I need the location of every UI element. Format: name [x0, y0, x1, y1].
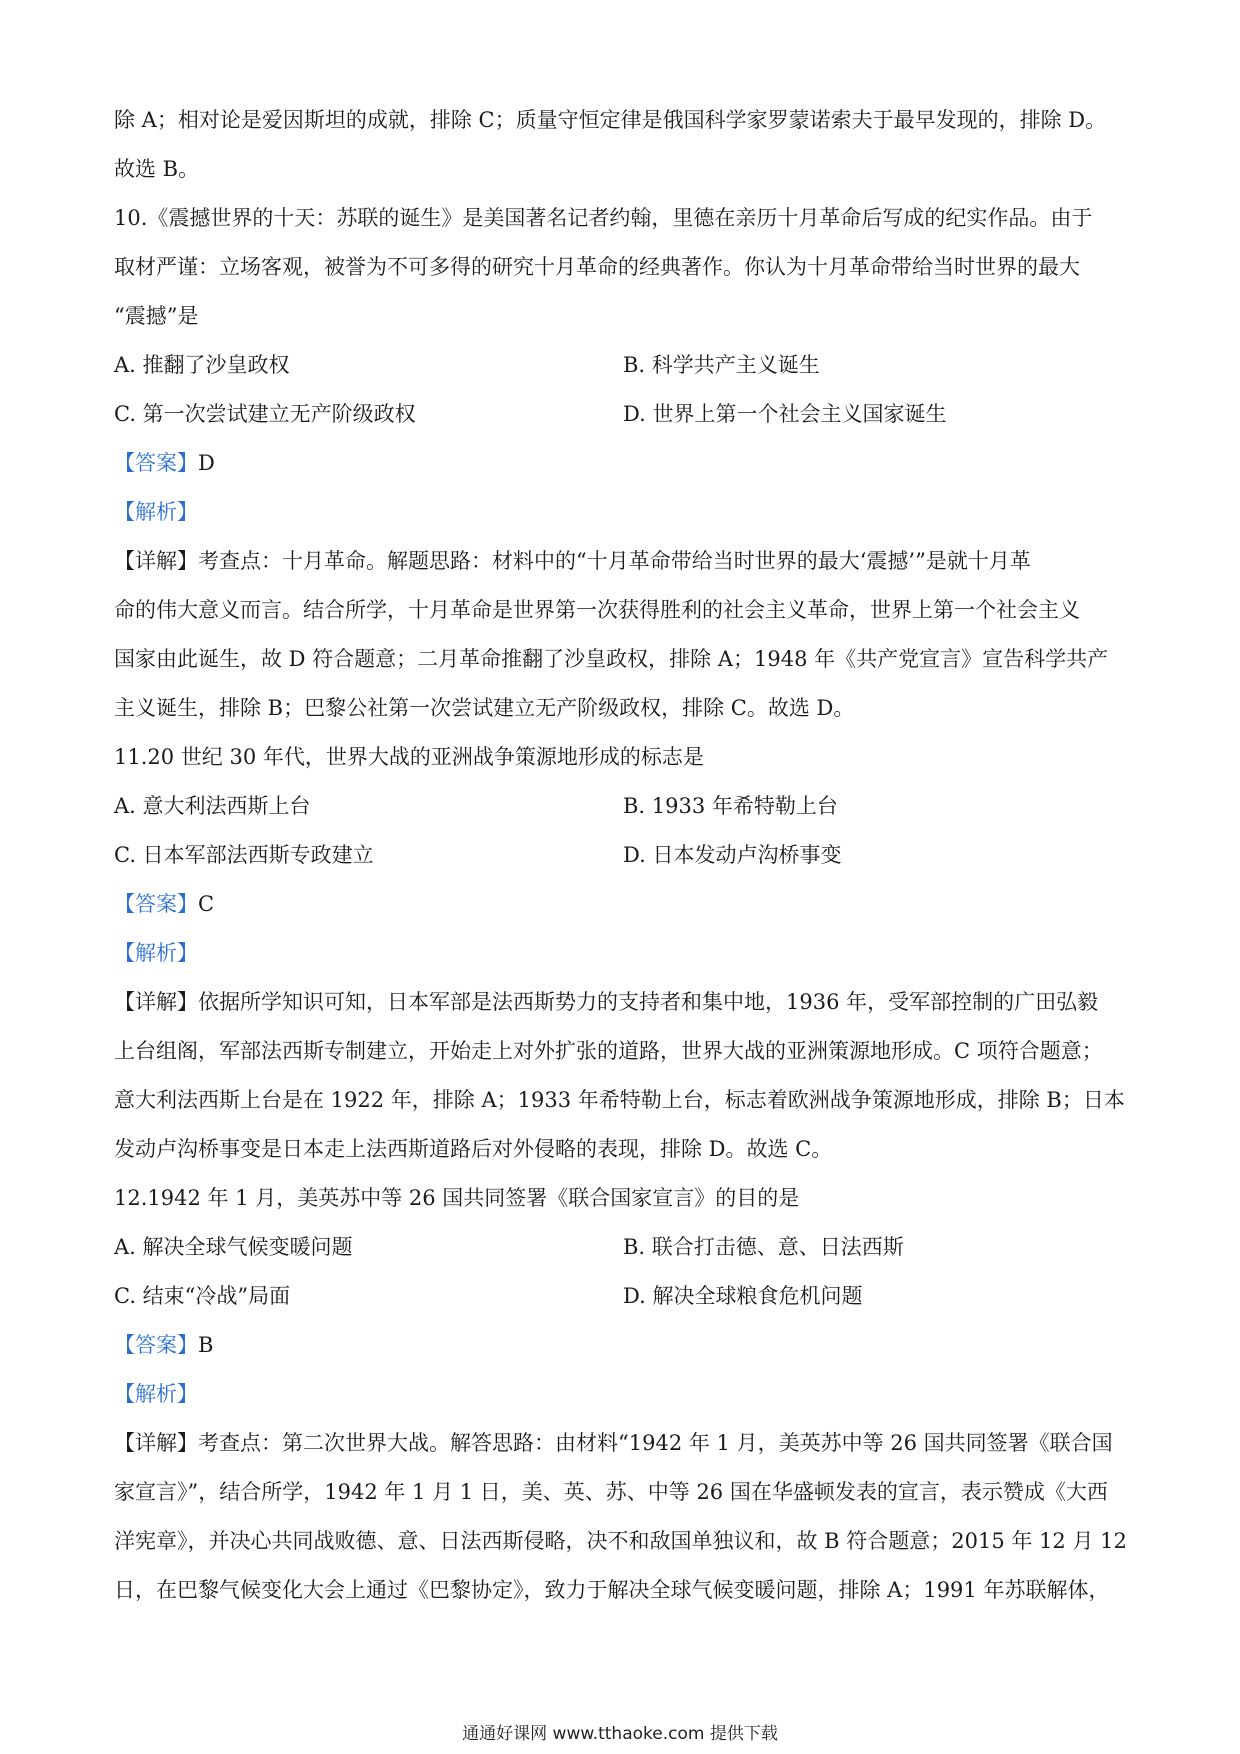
prev-answer-tail-line-2: 故选 B。: [114, 157, 200, 181]
answer-value: B: [198, 1333, 214, 1357]
q11-detail-line-2: 上台组阁，军部法西斯专制建立，开始走上对外扩张的道路，世界大战的亚洲策源地形成。C 项符合题意；: [114, 1039, 1103, 1063]
answer-value: C: [198, 892, 215, 916]
analysis-tag: 【解析】: [114, 1382, 198, 1406]
q10-detail-line-3: 国家由此诞生，故 D 符合题意；二月革命推翻了沙皇政权，排除 A；1948 年《共产党宣言》宣告科学共产: [114, 647, 1109, 671]
detail-text: 考查点：第二次世界大战。解答思路：由材料“1942 年 1 月，美英苏中等 26 国共同签署《联合国: [198, 1431, 1113, 1455]
q12-options-row-2: [114, 1272, 1140, 1321]
q12-analysis: [114, 1370, 1140, 1419]
answer-tag: 【答案】: [114, 892, 198, 916]
q11-options-row-1: [114, 782, 1140, 831]
q12-option-c: C. 结束“冷战”局面: [114, 1284, 291, 1308]
q10-option-d: D. 世界上第一个社会主义国家诞生: [623, 402, 947, 426]
q10-detail-line-2: 命的伟大意义而言。结合所学，十月革命是世界第一次获得胜利的社会主义革命，世界上第一个社会主义: [114, 598, 1080, 622]
q10-option-a: A. 推翻了沙皇政权: [114, 353, 290, 377]
q10-option-b: B. 科学共产主义诞生: [623, 353, 820, 377]
q10-stem-line-1: 10.《震撼世界的十天：苏联的诞生》是美国著名记者约翰，里德在亲历十月革命后写成的纪实作品。由于: [114, 206, 1093, 230]
q12-detail-line-2: 家宣言》”，结合所学，1942 年 1 月 1 日，美、英、苏、中等 26 国在华盛顿发表的宣言，表示赞成《大西: [114, 1480, 1108, 1504]
q10-detail-line-4: 主义诞生，排除 B；巴黎公社第一次尝试建立无产阶级政权，排除 C。故选 D。: [114, 696, 855, 720]
q10-answer: [114, 439, 1140, 488]
q10-options-row-2: [114, 390, 1140, 439]
q11-detail-line-3: 意大利法西斯上台是在 1922 年，排除 A；1933 年希特勒上台，标志着欧洲战争策源地形成，排除 B；日本: [114, 1088, 1125, 1112]
q11-analysis: [114, 929, 1140, 978]
q12-detail-line-4: 日，在巴黎气候变化大会上通过《巴黎协定》，致力于解决全球气候变暖问题，排除 A；1991 年苏联解体，: [114, 1578, 1110, 1602]
q11-option-d: D. 日本发动卢沟桥事变: [623, 843, 842, 867]
q10-stem-line-2: 取材严谨：立场客观，被誉为不可多得的研究十月革命的经典著作。你认为十月革命带给当时世界的最大: [114, 255, 1080, 279]
q11-options-row-2: [114, 831, 1140, 880]
q10-detail-line-1: [114, 537, 1140, 586]
analysis-tag: 【解析】: [114, 941, 198, 965]
q11-stem-line-1: 11.20 世纪 30 年代，世界大战的亚洲战争策源地形成的标志是: [114, 745, 704, 769]
detail-tag: 【详解】: [114, 1431, 198, 1455]
q12-detail-line-1: [114, 1419, 1140, 1468]
q12-option-a: A. 解决全球气候变暖问题: [114, 1235, 353, 1259]
prev-answer-tail-line-1: 除 A；相对论是爱因斯坦的成就，排除 C；质量守恒定律是俄国科学家罗蒙诺索夫于最早发现的，排除 D。: [114, 108, 1107, 132]
answer-tag: 【答案】: [114, 451, 198, 475]
q10-option-c: C. 第一次尝试建立无产阶级政权: [114, 402, 416, 426]
detail-tag: 【详解】: [114, 990, 198, 1014]
detail-text: 依据所学知识可知，日本军部是法西斯势力的支持者和集中地，1936 年，受军部控制的广田弘毅: [198, 990, 1099, 1014]
q10-analysis: [114, 488, 1140, 537]
detail-text: 考查点：十月革命。解题思路：材料中的“十月革命带给当时世界的最大‘震撼’”是就十月革: [198, 549, 1031, 573]
q11-answer: [114, 880, 1140, 929]
q11-detail-line-4: 发动卢沟桥事变是日本走上法西斯道路后对外侵略的表现，排除 D。故选 C。: [114, 1137, 833, 1161]
q11-option-b: B. 1933 年希特勒上台: [623, 794, 838, 818]
answer-tag: 【答案】: [114, 1333, 198, 1357]
q12-detail-line-3: 洋宪章》，并决心共同战败德、意、日法西斯侵略，决不和敌国单独议和，故 B 符合题意；2015 年 12 月 12: [114, 1529, 1127, 1553]
answer-value: D: [198, 451, 215, 475]
q12-option-d: D. 解决全球粮食危机问题: [623, 1284, 863, 1308]
document-page: [114, 96, 1140, 1615]
q12-stem-line-1: 12.1942 年 1 月，美英苏中等 26 国共同签署《联合国家宣言》的目的是: [114, 1186, 800, 1210]
q11-detail-line-1: [114, 978, 1140, 1027]
q12-options-row-1: [114, 1223, 1140, 1272]
q10-stem-line-3: “震撼”是: [114, 304, 199, 328]
q12-option-b: B. 联合打击德、意、日法西斯: [623, 1235, 904, 1259]
q11-option-a: A. 意大利法西斯上台: [114, 794, 311, 818]
detail-tag: 【详解】: [114, 549, 198, 573]
page-footer: 通通好课网 www.tthaoke.com 提供下载: [462, 1724, 778, 1744]
q10-options-row-1: [114, 341, 1140, 390]
q11-option-c: C. 日本军部法西斯专政建立: [114, 843, 374, 867]
analysis-tag: 【解析】: [114, 500, 198, 524]
q12-answer: [114, 1321, 1140, 1370]
